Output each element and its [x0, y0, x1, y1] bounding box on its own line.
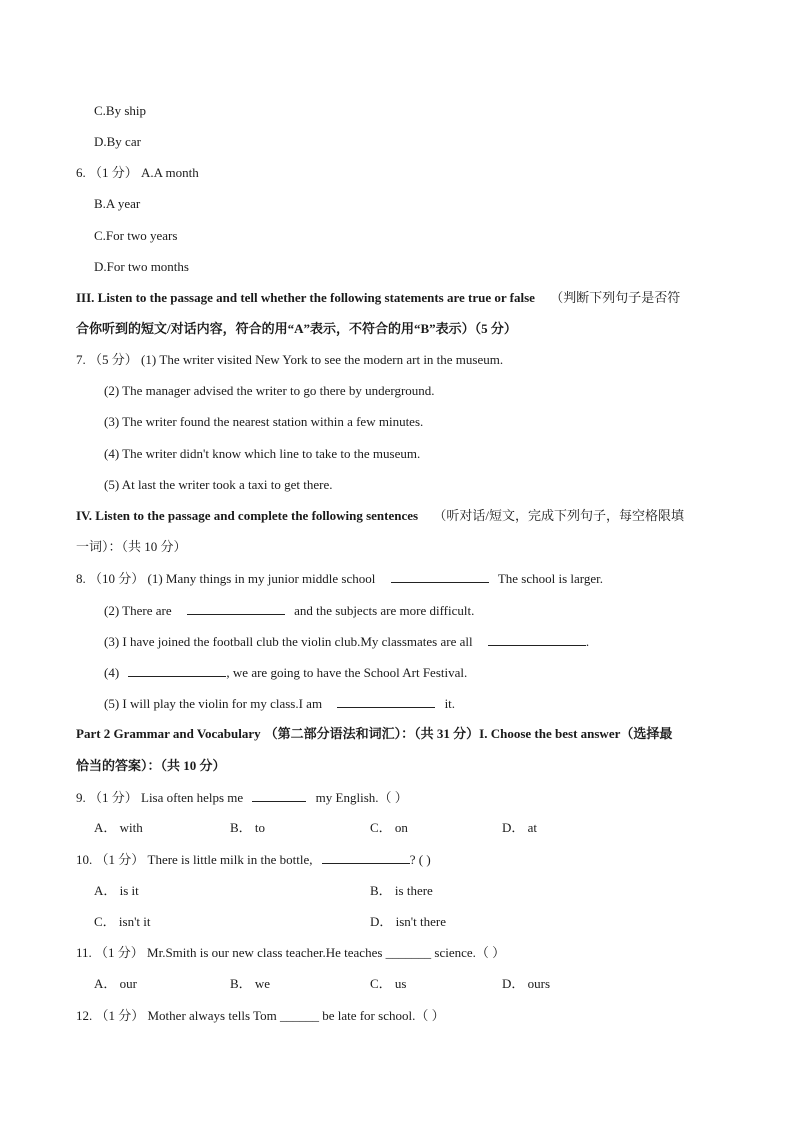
part2-section1-title-cn: （选择最 [620, 726, 673, 741]
q11-option-d[interactable]: D． ours [502, 976, 551, 991]
q11-option-a[interactable]: A． our [94, 976, 137, 991]
q9-option-a[interactable]: A． with [94, 820, 143, 835]
section4-heading-line1 [76, 508, 684, 524]
section4-title-en: IV. Listen to the passage and complete the following sentences [76, 508, 419, 523]
q8-s3-text-a: (3) I have joined the football club the violin club.My classmates are all [104, 634, 473, 649]
q10-option-c[interactable]: C． isn't it [94, 914, 151, 929]
q9-stem-a: 9. （1 分） Lisa often helps me [76, 790, 244, 805]
q9-blank[interactable] [252, 789, 306, 802]
section4-heading-line2: 一词）：（共 10 分） [76, 539, 187, 554]
part2-title-cn: （第二部分语法和词汇）：（共 31 分） [264, 726, 480, 741]
q8-s4-text-b: , we are going to have the School Art Festival. [226, 665, 468, 680]
q8-s5-text-b: it. [444, 696, 456, 711]
q9-option-c[interactable]: C． on [370, 820, 408, 835]
q6-option-b: B.A year [94, 196, 141, 211]
part2-title: Part 2 Grammar and Vocabulary [76, 726, 261, 741]
q8-sentence-1 [76, 570, 603, 587]
q10-option-a[interactable]: A． is it [94, 883, 139, 898]
q5-option-c: C.By ship [94, 103, 147, 118]
q8-blank-1[interactable] [391, 570, 489, 583]
q9-stem [76, 789, 408, 806]
q5-option-d: D.By car [94, 134, 141, 149]
section3-title-en: III. Listen to the passage and tell whether the following statements are true or false [76, 290, 535, 305]
q10-stem-b: ? ( ) [409, 852, 431, 867]
q10-blank[interactable] [322, 851, 410, 864]
q10-option-b[interactable]: B． is there [370, 883, 433, 898]
section3-title-cn: （判断下列句子是否符 [550, 290, 681, 305]
q6-option-d: D.For two months [94, 259, 189, 274]
q10-stem [76, 851, 431, 868]
section3-heading-line1 [76, 290, 680, 306]
section4-title-cn: （听对话/短文，完成下列句子，每空格限填 [433, 508, 684, 523]
q8-sentence-2 [104, 602, 474, 619]
q8-blank-4[interactable] [128, 664, 226, 677]
q8-blank-2[interactable] [187, 602, 285, 615]
q8-sentence-4 [104, 664, 467, 681]
q8-sentence-3 [104, 633, 589, 650]
q12-stem: 12. （1 分） Mother always tells Tom ______ be late for school.（ ） [76, 1008, 445, 1023]
q9-option-b[interactable]: B． to [230, 820, 266, 835]
q10-stem-a: 10. （1 分） There is little milk in the bottle, [76, 852, 313, 867]
q8-s2-text-a: (2) There are [104, 603, 172, 618]
part2-heading-line1 [76, 726, 672, 742]
part2-heading-line2: 恰当的答案）：（共 10 分） [76, 758, 226, 773]
q8-s4-text-a: (4) [104, 665, 120, 680]
q11-stem: 11. （1 分） Mr.Smith is our new class teacher.He teaches _______ science.（ ） [76, 945, 506, 960]
q8-sentence-5 [104, 695, 455, 712]
q10-option-d[interactable]: D． isn't there [370, 914, 446, 929]
q8-s1-text-b: The school is larger. [497, 571, 604, 586]
q7-statement-5: (5) At last the writer took a taxi to get there. [104, 477, 333, 492]
q7-statement-3: (3) The writer found the nearest station within a few minutes. [104, 414, 424, 429]
q7-statement-2: (2) The manager advised the writer to go there by underground. [104, 383, 435, 398]
q7-statement-1: 7. （5 分） (1) The writer visited New York to see the modern art in the museum. [76, 352, 504, 367]
q8-blank-3[interactable] [488, 633, 586, 646]
q8-blank-5[interactable] [337, 695, 435, 708]
section3-heading-line2: 合你听到的短文/对话内容，符合的用“A”表示，不符合的用“B”表示）（5 分） [76, 321, 517, 336]
q7-statement-4: (4) The writer didn't know which line to take to the museum. [104, 446, 421, 461]
q8-s2-text-b: and the subjects are more difficult. [294, 603, 475, 618]
q9-option-d[interactable]: D． at [502, 820, 538, 835]
q9-stem-b: my English.（ ） [315, 790, 408, 805]
part2-section1-title: I. Choose the best answer [479, 726, 621, 741]
q11-option-c[interactable]: C． us [370, 976, 407, 991]
q6-option-c: C.For two years [94, 228, 178, 243]
q8-s3-text-b: . [585, 634, 590, 649]
q6-stem-option-a: 6. （1 分） A.A month [76, 165, 199, 180]
q8-s5-text-a: (5) I will play the violin for my class.I am [104, 696, 323, 711]
q11-option-b[interactable]: B． we [230, 976, 271, 991]
q8-s1-text-a: 8. （10 分） (1) Many things in my junior middle school [76, 571, 376, 586]
